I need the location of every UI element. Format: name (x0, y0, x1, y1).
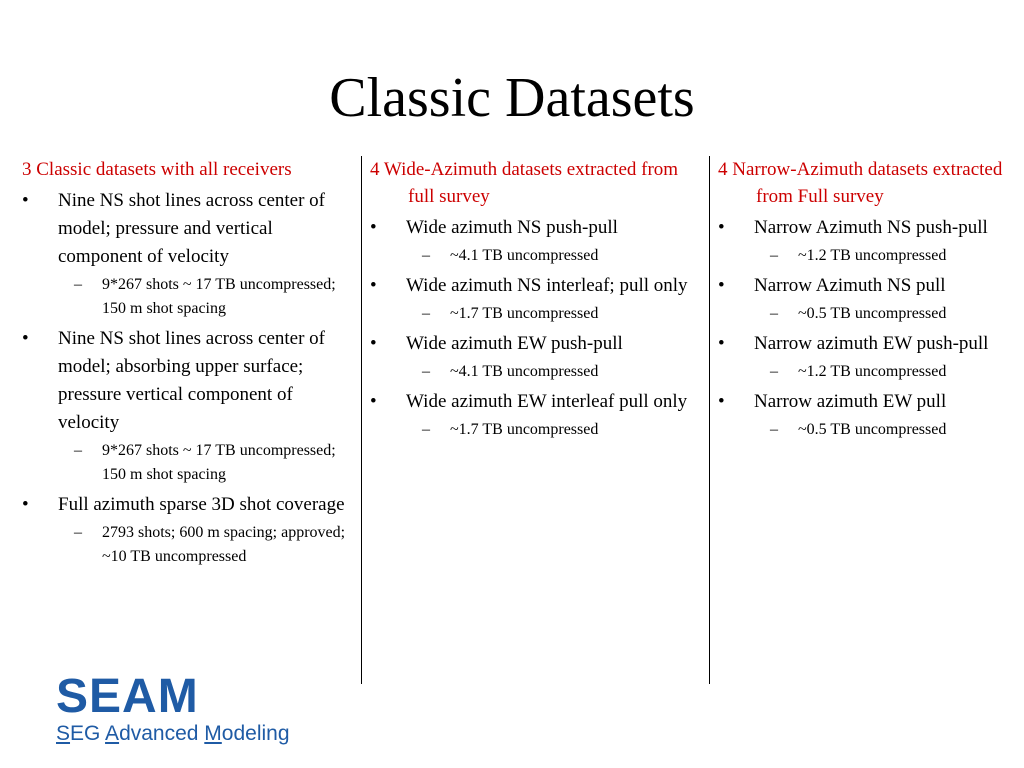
dash-marker: – (422, 305, 430, 322)
bullet-item (22, 325, 357, 437)
bullet-text: Full azimuth sparse 3D shot coverage (58, 494, 345, 515)
bullet-item (718, 388, 1013, 416)
bullet-marker: • (370, 217, 377, 238)
bullet-text: Wide azimuth NS push-pull (406, 217, 618, 238)
sub-item-text: ~0.5 TB uncompressed (798, 421, 947, 438)
dash-marker: – (422, 247, 430, 264)
dash-marker: – (422, 421, 430, 438)
sub-item (718, 244, 1013, 268)
bullet-marker: • (22, 494, 29, 515)
bullet-item (718, 214, 1013, 242)
sub-item-text: ~0.5 TB uncompressed (798, 305, 947, 322)
sub-item-text: ~4.1 TB uncompressed (450, 247, 599, 264)
bullet-marker: • (22, 328, 29, 349)
logo-tagline-part: A (105, 722, 120, 745)
logo-tagline-part: M (204, 722, 222, 745)
logo-tagline-part: odeling (221, 722, 290, 745)
dash-marker: – (74, 524, 82, 541)
sub-item (370, 302, 705, 326)
sub-item (22, 273, 357, 321)
sub-item-text: 9*267 shots ~ 17 TB uncompressed; 150 m shot spacing (102, 276, 336, 317)
logo-wordmark: SEAM (56, 670, 199, 723)
bullet-item (718, 272, 1013, 300)
bullet-marker: • (370, 333, 377, 354)
bullet-item (718, 330, 1013, 358)
column-heading: 3 Classic datasets with all receivers (22, 159, 292, 180)
seam-logo (56, 670, 290, 752)
bullet-item (22, 187, 357, 271)
slide-title: Classic Datasets (329, 67, 695, 129)
bullet-text: Wide azimuth NS interleaf; pull only (406, 275, 688, 296)
dash-marker: – (770, 363, 778, 380)
sub-item (370, 360, 705, 384)
bullet-text: Narrow Azimuth NS pull (754, 275, 946, 296)
sub-item (22, 439, 357, 487)
bullet-text: Wide azimuth EW interleaf pull only (406, 391, 688, 412)
sub-item-text: ~4.1 TB uncompressed (450, 363, 599, 380)
sub-item (718, 360, 1013, 384)
bullet-text: Narrow azimuth EW pull (754, 391, 947, 412)
sub-item-text: ~1.7 TB uncompressed (450, 305, 599, 322)
sub-item (370, 418, 705, 442)
bullet-item (370, 330, 705, 358)
bullet-text: Wide azimuth EW push-pull (406, 333, 623, 354)
column-wide-azimuth (370, 156, 705, 442)
logo-tagline-part: S (56, 722, 71, 745)
sub-item-text: 2793 shots; 600 m spacing; approved; ~10 TB uncompressed (102, 524, 346, 565)
sub-item (22, 521, 357, 569)
bullet-item (370, 272, 705, 300)
sub-item (718, 418, 1013, 442)
sub-item (370, 244, 705, 268)
dash-marker: – (74, 276, 82, 293)
bullet-marker: • (718, 333, 725, 354)
sub-item-text: ~1.2 TB uncompressed (798, 247, 947, 264)
dash-marker: – (74, 442, 82, 459)
logo-tagline (56, 722, 290, 746)
sub-item-text: ~1.7 TB uncompressed (450, 421, 599, 438)
sub-item-text: ~1.2 TB uncompressed (798, 363, 947, 380)
column-narrow-azimuth (718, 156, 1013, 442)
column-classic (22, 156, 357, 569)
dash-marker: – (422, 363, 430, 380)
sub-item-text: 9*267 shots ~ 17 TB uncompressed; 150 m shot spacing (102, 442, 336, 483)
bullet-text: Nine NS shot lines across center of model; absorbing upper surface; pressure vertical component of velocity (58, 328, 325, 433)
column-heading: 4 Wide-Azimuth datasets extracted from full survey (370, 159, 679, 207)
bullet-marker: • (718, 391, 725, 412)
sub-item (718, 302, 1013, 326)
bullet-text: Narrow azimuth EW push-pull (754, 333, 989, 354)
logo-tagline-part: EG (70, 722, 106, 745)
bullet-item (22, 491, 357, 519)
bullet-marker: • (718, 275, 725, 296)
bullet-item (370, 214, 705, 242)
bullet-marker: • (370, 275, 377, 296)
bullet-marker: • (718, 217, 725, 238)
column-divider (709, 156, 710, 684)
column-divider (361, 156, 362, 684)
bullet-marker: • (370, 391, 377, 412)
bullet-text: Nine NS shot lines across center of model; pressure and vertical component of velocity (58, 190, 325, 267)
dash-marker: – (770, 305, 778, 322)
bullet-text: Narrow Azimuth NS push-pull (754, 217, 988, 238)
dash-marker: – (770, 421, 778, 438)
column-heading: 4 Narrow-Azimuth datasets extracted from Full survey (718, 159, 1003, 207)
logo-tagline-part: dvanced (119, 722, 205, 745)
bullet-item (370, 388, 705, 416)
bullet-marker: • (22, 190, 29, 211)
dash-marker: – (770, 247, 778, 264)
